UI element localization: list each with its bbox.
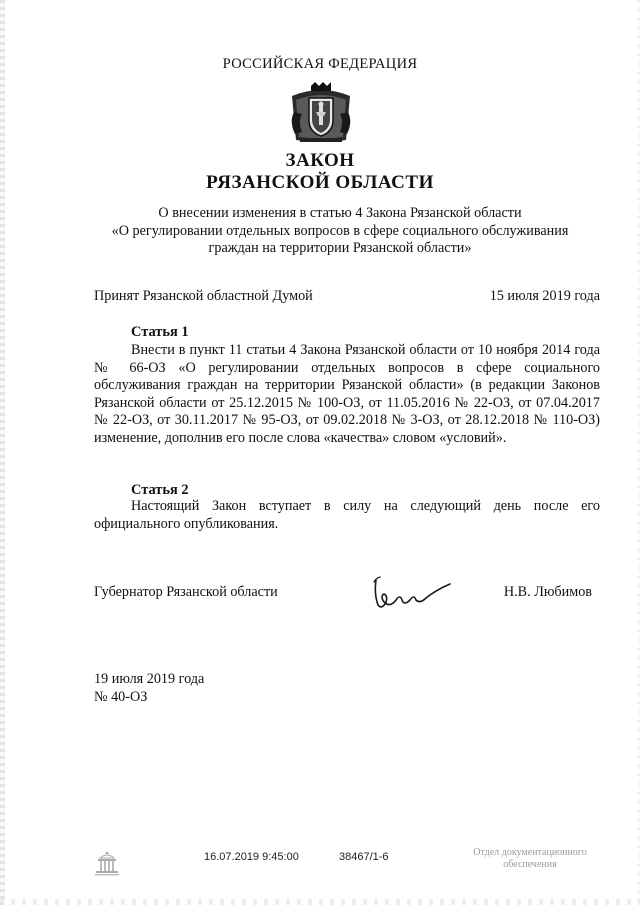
law-title-line2: РЯЗАНСКОЙ ОБЛАСТИ (206, 172, 434, 193)
article-2-heading: Статья 2 (131, 482, 189, 498)
footer-doc-code: 38467/1-6 (339, 851, 389, 863)
signature-row (94, 584, 600, 604)
subject-line: О внесении изменения в статью 4 Закона Рязанской области (158, 205, 522, 221)
subject-line: граждан на территории Рязанской области» (208, 240, 472, 256)
law-subject (80, 205, 600, 258)
scan-edge-left (0, 0, 5, 905)
law-title-line1: ЗАКОН (285, 150, 355, 171)
issue-block (94, 670, 204, 706)
article-2-text: Настоящий Закон вступает в силу на следующий день после его официального опубликования. (94, 498, 600, 532)
signatory-name: Н.В. Любимов (503, 584, 592, 600)
article-1-heading: Статья 1 (131, 324, 189, 340)
adopted-date: 15 июля 2019 года (489, 288, 600, 304)
handwritten-signature (370, 572, 454, 612)
adopted-by: Принят Рязанской областной Думой (94, 288, 313, 304)
issue-date: 19 июля 2019 года (94, 671, 205, 687)
adoption-row (94, 288, 600, 306)
subject-line: «О регулировании отдельных вопросов в сфере социального обслуживания (111, 222, 569, 239)
country-name: РОССИЙСКАЯ ФЕДЕРАЦИЯ (222, 56, 418, 72)
stamp-line: Отдел документационного (473, 847, 587, 858)
footer-timestamp: 16.07.2019 9:45:00 (204, 851, 299, 863)
issue-number: № 40-ОЗ (94, 689, 148, 705)
stamp-line: обеспечения (503, 859, 557, 870)
signatory-position: Губернатор Рязанской области (94, 584, 278, 600)
law-title (0, 150, 640, 194)
scan-edge-bottom (0, 899, 640, 905)
department-stamp (455, 847, 605, 871)
article-1-text: Внести в пункт 11 статьи 4 Закона Рязанской области от 10 ноября 2014 года № 66-ОЗ «О регулировании отдельных вопросов в сфере социального обслуживания граждан на территории Рязанской области» (в редакции Законов Рязанской области от 25.12.2015 № 100-ОЗ, от 11.05.2016 № 22-ОЗ, от 07.04.2017 № 22-ОЗ, от 30.11.2017 № 95-ОЗ, от 09.02.2018 № 3-ОЗ, от 28.12.2018 № 110-ОЗ) изменение, дополнив его после слова «качества» словом «условий». (94, 342, 600, 446)
duma-building-icon (92, 848, 122, 878)
ryazan-oblast-coat-of-arms-icon (286, 82, 356, 144)
